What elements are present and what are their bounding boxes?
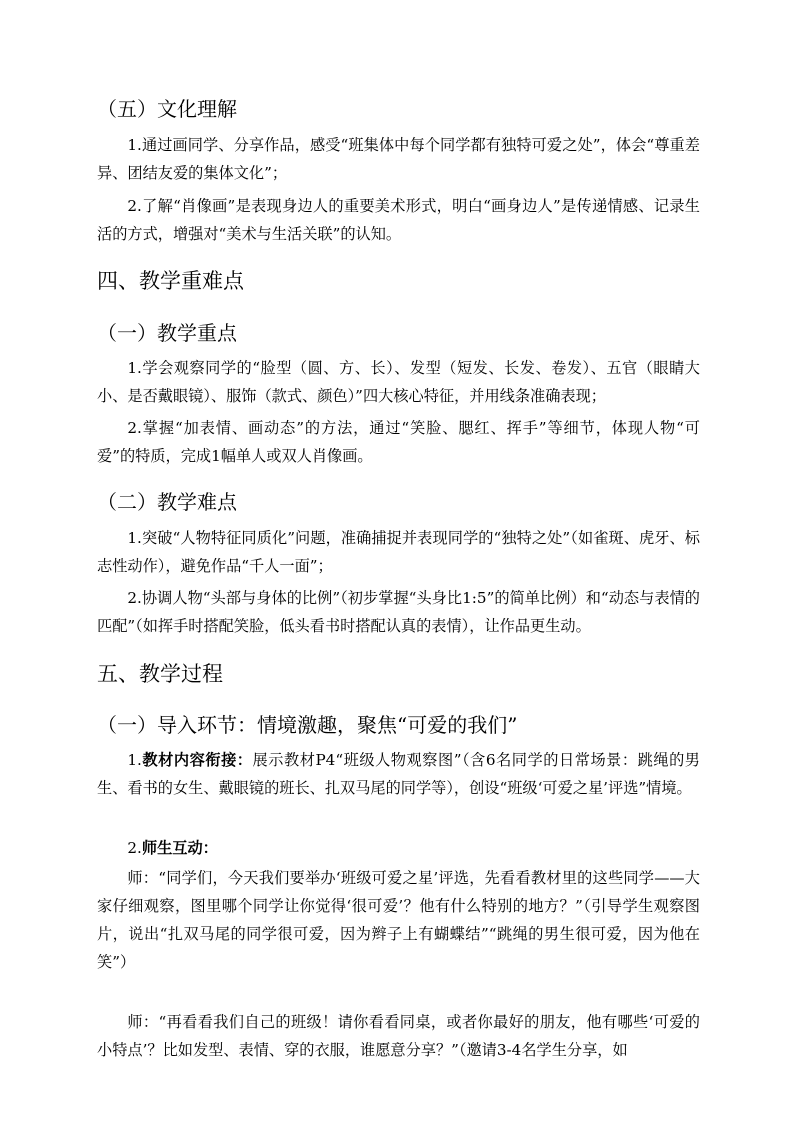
intro-1-text: 展示教材P4“班级人物观察图”（含6名同学的日常场景：跳绳的男生、看书的女生、戴眼镜的班长、扎双马尾的同学等），创设“班级‘可爱之星’评选”情境。 (97, 751, 700, 797)
paragraph-culture-1: 1.通过画同学、分享作品，感受“班集体中每个同学都有独特可爱之处”，体会“尊重差异、团结友爱的集体文化”； (97, 136, 700, 182)
paragraph-intro-1 (97, 746, 700, 802)
paragraph-dialogue-1: 师：“同学们，今天我们要举办‘班级可爱之星’评选，先看看教材里的这些同学——大家仔细观察，图里哪个同学让你觉得‘很可爱’？他有什么特别的地方？”（引导学生观察图片，说出“扎双马尾的同学很可爱，因为辫子上有蝴蝶结”“跳绳的男生很可爱，因为他在笑”） (97, 869, 700, 971)
paragraph-dialogue-2: 师：“再看看我们自己的班级！请你看看同桌，或者你最好的朋友，他有哪些‘可爱的小特点’？比如发型、表情、穿的衣服，谁愿意分享？”（邀请3-4名学生分享，如 (97, 1013, 700, 1059)
section-heading-intro: （一）导入环节：情境激趣，聚焦“可爱的我们” (97, 713, 518, 737)
section-heading-key-points: （一）教学重点 (97, 321, 237, 345)
paragraph-difficult-1: 1.突破“人物特征同质化”问题，准确捕捉并表现同学的“独特之处”（如雀斑、虎牙、标志性动作），避免作品“千人一面”； (97, 529, 700, 575)
paragraph-key-1: 1.学会观察同学的“脸型（圆、方、长）、发型（短发、长发、卷发）、五官（眼睛大小、是否戴眼镜）、服饰（款式、颜色）”四大核心特征，并用线条准确表现； (97, 359, 700, 405)
paragraph-culture-2: 2.了解“肖像画”是表现身边人的重要美术形式，明白“画身边人”是传递情感、记录生活的方式，增强对“美术与生活关联”的认知。 (97, 197, 700, 243)
section-heading-difficult-points: （二）教学难点 (97, 490, 237, 514)
paragraph-difficult-2: 2.协调人物“头部与身体的比例”（初步掌握“头身比1:5”的简单比例）和“动态与表情的匹配”（如挥手时搭配笑脸，低头看书时搭配认真的表情），让作品更生动。 (97, 589, 700, 635)
paragraph-intro-2 (97, 834, 700, 862)
section-heading-key-difficult: 四、教学重难点 (97, 269, 244, 293)
intro-2-number: 2. (127, 839, 142, 857)
section-heading-process: 五、教学过程 (97, 662, 223, 686)
intro-1-number: 1. (127, 751, 142, 769)
section-heading-culture: （五）文化理解 (97, 97, 237, 121)
paragraph-key-2: 2.掌握“加表情、画动态”的方法，通过“笑脸、腮红、挥手”等细节，体现人物“可爱”的特质，完成1幅单人或双人肖像画。 (97, 419, 700, 465)
intro-1-label: 教材内容衔接： (141, 751, 253, 769)
intro-2-label: 师生互动： (141, 839, 218, 857)
